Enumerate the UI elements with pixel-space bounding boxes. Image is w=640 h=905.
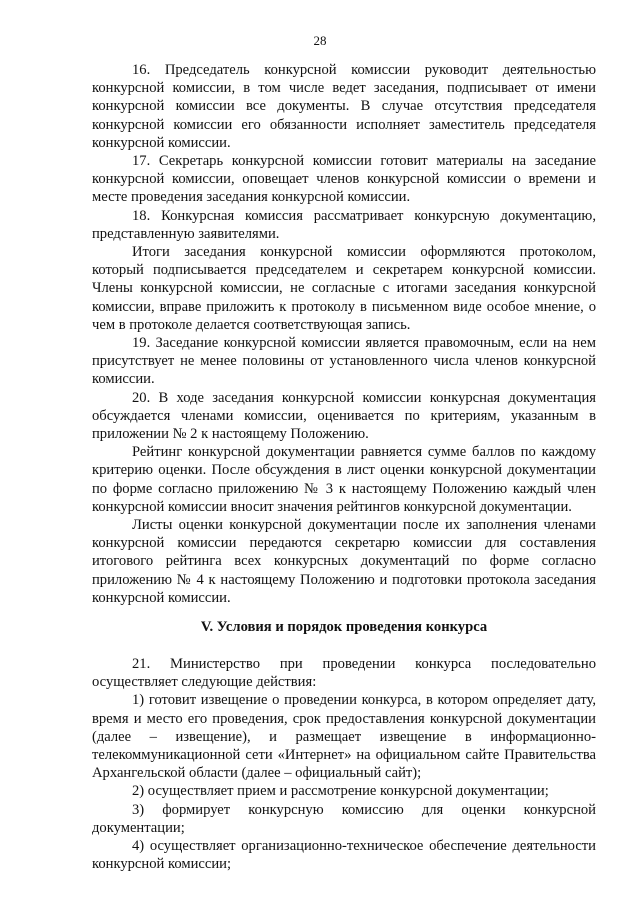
section-heading-block: [92, 618, 596, 636]
list-item-4: 4) осуществляет организационно-техническое обеспечение деятельности конкурсной комиссии;: [92, 838, 596, 873]
list-item-3: 3) формирует конкурсную комиссию для оценки конкурсной документации;: [92, 801, 596, 836]
section-heading: V. Условия и порядок проведения конкурса: [200, 619, 488, 635]
page-number: 28: [313, 33, 327, 48]
body-text-part-2: [92, 655, 596, 873]
list-item-1: 1) готовит извещение о проведении конкурса, в котором определяет дату, время и место его проведения, срок предоставления конкурсной документации (далее – извещение), и размещает извещение в информационно-телекоммуникационной сети «Интернет» на официальном сайте Правительства Архангельской области (далее – официальный сайт);: [92, 692, 596, 782]
body-text-part-1: [92, 61, 596, 607]
paragraph-20-rating: Рейтинг конкурсной документации равняется сумме баллов по каждому критерию оценки. После обсуждения в лист оценки конкурсной документации по форме согласно приложению № 3 к настоящему Положению каждый член конкурсной комиссии вносит значения рейтингов конкурсной документации.: [92, 444, 596, 515]
paragraph-17: 17. Секретарь конкурсной комиссии готовит материалы на заседание конкурсной комиссии, оповещает членов конкурсной комиссии о времени и месте проведения заседания конкурсной комиссии.: [92, 153, 596, 206]
paragraph-20-evaluation-sheets: Листы оценки конкурсной документации после их заполнения членами конкурсной комиссии передаются секретарю комиссии для составления итогового рейтинга всех конкурсных документаций по форме согласно приложению № 4 к настоящему Положению и подготовки протокола заседания конкурсной комиссии.: [92, 517, 596, 606]
paragraph-18-protocol: Итоги заседания конкурсной комиссии оформляются протоколом, который подписывается председателем и секретарем конкурсной комиссии. Члены конкурсной комиссии, не согласные с итогами заседания конкурсной комиссии, вправе приложить к протоколу в письменном виде особое мнение, о чем в протоколе делается соответствующая запись.: [92, 244, 596, 333]
paragraph-16: 16. Председатель конкурсной комиссии руководит деятельностью конкурсной комиссии, в том числе ведет заседания, подписывает от имени конкурсной комиссии все документы. В случае отсутствия председателя конкурсной комиссии его обязанности исполняет заместитель председателя конкурсной комиссии.: [92, 62, 596, 151]
paragraph-18: 18. Конкурсная комиссия рассматривает конкурсную документацию, представленную заявителями.: [92, 207, 596, 242]
paragraph-21: 21. Министерство при проведении конкурса последовательно осуществляет следующие действия:: [92, 656, 596, 691]
paragraph-19: 19. Заседание конкурсной комиссии является правомочным, если на нем присутствует не менее половины от установленного числа членов конкурсной комиссии.: [92, 335, 596, 388]
paragraph-20: 20. В ходе заседания конкурсной комиссии конкурсная документация обсуждается членами комиссии, оценивается по критериям, указанным в приложении № 2 к настоящему Положению.: [92, 389, 596, 443]
list-item-2: 2) осуществляет прием и рассмотрение конкурсной документации;: [132, 783, 549, 800]
